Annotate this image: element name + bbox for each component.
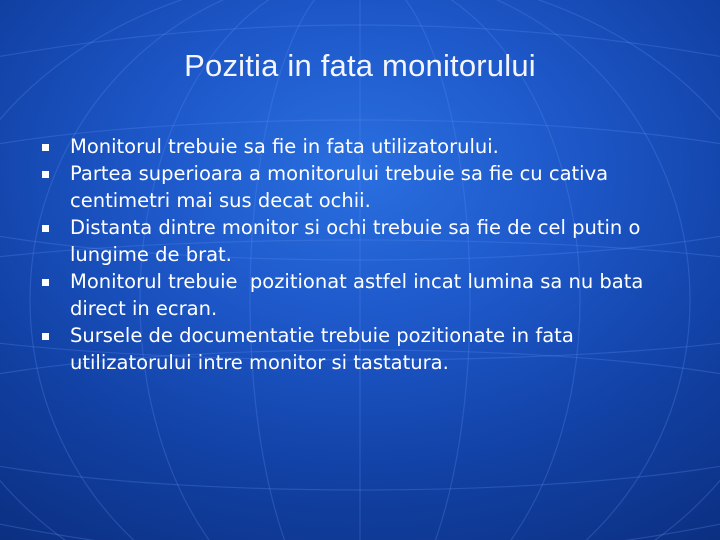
list-item	[40, 133, 690, 160]
square-bullet-icon	[42, 279, 49, 286]
square-bullet-icon	[42, 144, 49, 151]
bullet-text: Monitorul trebuie pozitionat astfel incat lumina sa nu bata direct in ecran.	[70, 270, 650, 320]
slide-title: Pozitia in fata monitorului	[184, 48, 536, 83]
list-item	[40, 268, 690, 322]
list-item	[40, 214, 690, 268]
square-bullet-icon	[42, 333, 49, 340]
bullet-text: Sursele de documentatie trebuie pozitionate in fata utilizatorului intre monitor si tastatura.	[70, 324, 580, 374]
bullet-list	[40, 133, 690, 376]
bullet-text: Distanta dintre monitor si ochi trebuie sa fie de cel putin o lungime de brat.	[70, 216, 647, 266]
bullet-text: Partea superioara a monitorului trebuie sa fie cu cativa centimetri mai sus decat ochii.	[70, 162, 615, 212]
list-item	[40, 160, 690, 214]
list-item	[40, 322, 690, 376]
bullet-text: Monitorul trebuie sa fie in fata utilizatorului.	[70, 135, 499, 158]
square-bullet-icon	[42, 171, 49, 178]
square-bullet-icon	[42, 225, 49, 232]
